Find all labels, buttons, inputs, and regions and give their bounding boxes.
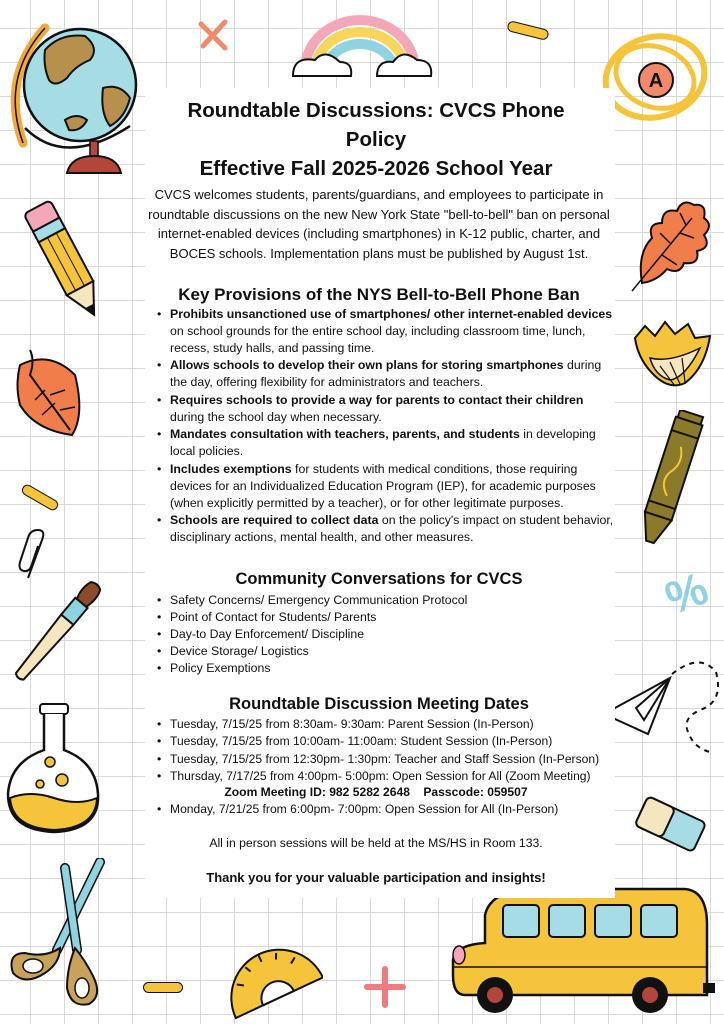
- list-item: • Tuesday, 7/15/25 from 12:30pm- 1:30pm: Teacher and Staff Session (In-Person): [157, 751, 619, 768]
- list-item: [157, 426, 619, 460]
- title-line-2: Policy: [345, 128, 407, 151]
- provision-highlight: Includes exemptions: [170, 461, 292, 476]
- list-item: • Day-to Day Enforcement/ Discipline: [157, 626, 607, 643]
- provision-text: on the policy's impact on student behavior, disciplinary actions, mental health, and other measures.: [170, 512, 614, 544]
- conversations-list: [157, 592, 607, 677]
- provision-text: during the school day when necessary.: [170, 409, 382, 424]
- list-item: • Tuesday, 7/15/25 from 8:30am- 9:30am: Parent Session (In-Person): [157, 716, 619, 733]
- title-line-3: Effective Fall 2025-2026 School Year: [199, 157, 553, 180]
- provision-highlight: Requires schools to provide a way for parents to contact their children: [170, 392, 584, 407]
- list-item: • Monday, 7/21/25 from 6:00pm- 7:00pm: Open Session for All (In-Person): [157, 801, 619, 818]
- zoom-meeting-info: Zoom Meeting ID: 982 5282 2648 Passcode: 059507: [224, 785, 528, 799]
- provision-text: during the day, offering flexibility for administrators and teachers.: [170, 358, 602, 390]
- provisions-list: [157, 306, 619, 546]
- provision-highlight: Allows schools to develop their own plans for storing smartphones: [170, 358, 564, 373]
- list-item: [157, 357, 619, 391]
- list-item: [157, 392, 619, 426]
- list-item: [157, 512, 619, 546]
- list-item: • Tuesday, 7/15/25 from 10:00am- 11:00am: Student Session (In-Person): [157, 733, 619, 750]
- badge-letter: A: [648, 70, 664, 92]
- meetings-heading: Roundtable Discussion Meeting Dates: [229, 695, 529, 713]
- list-item: • Point of Contact for Students/ Parents: [157, 609, 607, 626]
- list-item: • Safety Concerns/ Emergency Communication Protocol: [157, 592, 607, 609]
- provision-highlight: Schools are required to collect data: [170, 512, 379, 527]
- thank-you-message: Thank you for your valuable participation and insights!: [206, 870, 546, 885]
- intro-paragraph: CVCS welcomes students, parents/guardians, and employees to participate in roundtable discussions on the new New York State "bell-to-bell" ban on personal internet-enabled devices (including smartphones) in K-12 public, charter, and BOCES schools. Implementation plans must be published by August 1st.: [148, 187, 610, 261]
- page-title: [150, 96, 602, 183]
- provision-text: in developing local policies.: [170, 427, 596, 459]
- list-item: • Policy Exemptions: [157, 660, 607, 677]
- percent-symbol: %: [658, 561, 715, 625]
- provisions-heading: Key Provisions of the NYS Bell-to-Bell Phone Ban: [178, 285, 580, 304]
- meetings-list: [157, 716, 619, 785]
- conversations-heading: Community Conversations for CVCS: [235, 570, 523, 588]
- list-item: [157, 306, 619, 357]
- provision-highlight: Mandates consultation with teachers, parents, and students: [170, 427, 520, 442]
- list-item: • Thursday, 7/17/25 from 4:00pm- 5:00pm: Open Session for All (Zoom Meeting): [157, 768, 619, 785]
- title-line-1: Roundtable Discussions: CVCS Phone: [187, 99, 565, 122]
- meetings-list-last: [157, 801, 619, 818]
- provision-text: on school grounds for the entire school day, including classroom time, lunch, recess, study halls, and passing time.: [170, 324, 586, 355]
- provision-text: for students with medical conditions, those requiring devices for an Individualized Education Program (IEP), for academic purposes (when explicitly permitted by a teacher), or for other legitimate purposes.: [170, 461, 596, 510]
- location-note: All in person sessions will be held at the MS/HS in Room 133.: [209, 836, 543, 850]
- list-item: • Device Storage/ Logistics: [157, 643, 607, 660]
- provision-highlight: Prohibits unsanctioned use of smartphones/ other internet-enabled devices: [170, 307, 613, 321]
- list-item: [157, 461, 619, 512]
